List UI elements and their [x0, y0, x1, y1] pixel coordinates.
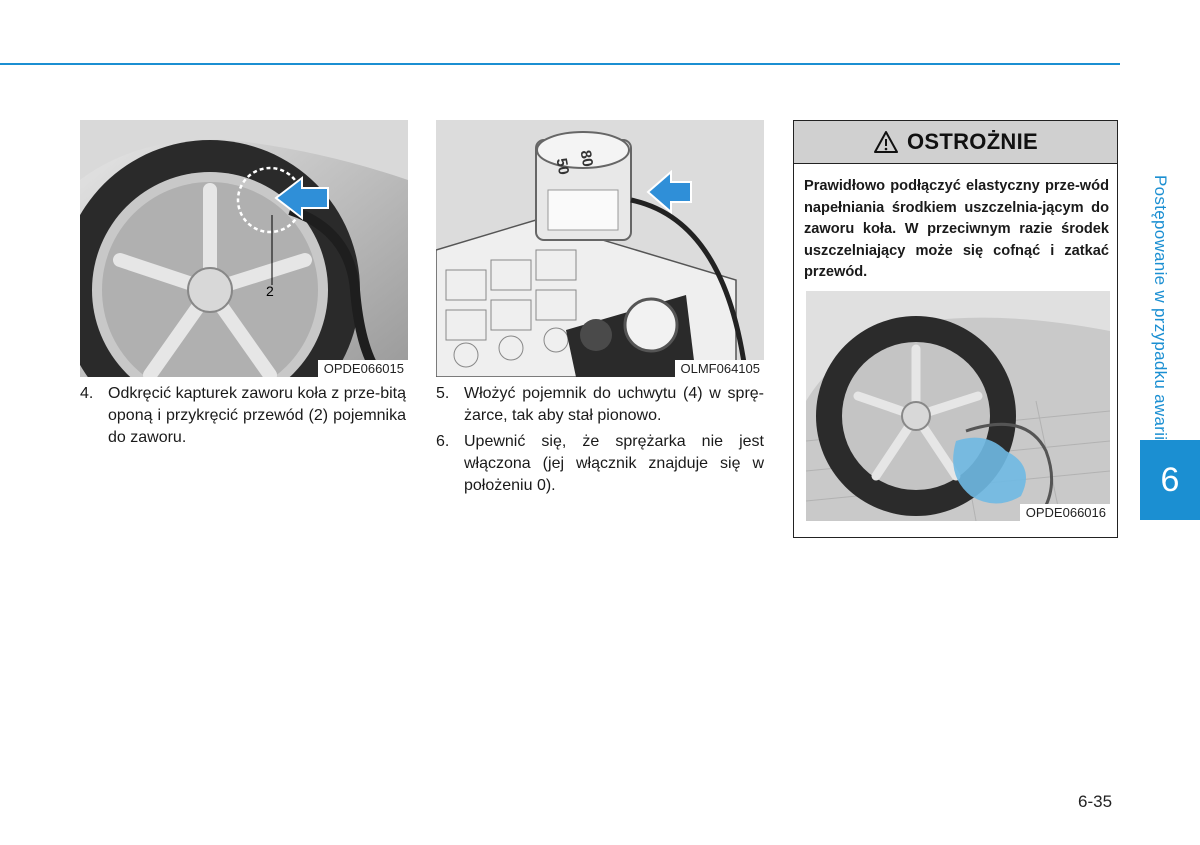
step-text: Odkręcić kapturek zaworu koła z prze-bitą oponą i przykręcić przewód (2) pojemnika do zaworu.	[108, 385, 406, 446]
figure-code: OPDE066015	[318, 360, 408, 377]
gauge-value-low: 50	[552, 156, 573, 177]
figure-callout-number: 2	[266, 283, 274, 299]
caution-box	[793, 120, 1118, 538]
page-number: 6-35	[1078, 792, 1113, 811]
step-text: Włożyć pojemnik do uchwytu (4) w sprę-żarce, tak aby stał pionowo.	[464, 385, 764, 424]
caution-text: Prawidłowo podłączyć elastyczny prze-wód napełniania środkiem uszczelnia-jącym do zaworu koła. W przeciwnym razie środek uszczelniający może się cofnąć i zatkać przewód.	[804, 178, 1109, 280]
caution-header	[794, 121, 1117, 164]
chapter-tab[interactable]	[1140, 440, 1200, 520]
compressor-illustration	[436, 120, 764, 377]
step-6	[436, 431, 764, 497]
figure-code: OLMF064105	[675, 360, 765, 377]
wheel-hose-illustration	[80, 120, 408, 377]
step-number: 6.	[436, 433, 450, 450]
figure-wheel-hose	[80, 120, 408, 377]
chapter-number: 6	[1160, 460, 1180, 499]
gauge-value-high: 80	[576, 148, 597, 169]
figure-sealant-leak	[806, 291, 1110, 521]
step-text: Upewnić się, że sprężarka nie jest włączona (jej włącznik znajduje się w położeniu 0).	[464, 433, 764, 494]
section-title-vertical	[1150, 175, 1180, 441]
step-number: 5.	[436, 385, 450, 402]
figure-code: OPDE066016	[1020, 504, 1110, 521]
caution-title: OSTROŻNIE	[906, 129, 1039, 154]
sealant-leak-illustration	[806, 291, 1110, 521]
figure-compressor-canister	[436, 120, 764, 377]
step-4	[80, 383, 406, 449]
header-rule	[0, 63, 1120, 65]
step-number: 4.	[80, 385, 94, 402]
section-title: Postępowanie w przypadku awarii	[1151, 175, 1170, 441]
warning-triangle-icon	[873, 130, 899, 154]
step-5	[436, 383, 764, 427]
